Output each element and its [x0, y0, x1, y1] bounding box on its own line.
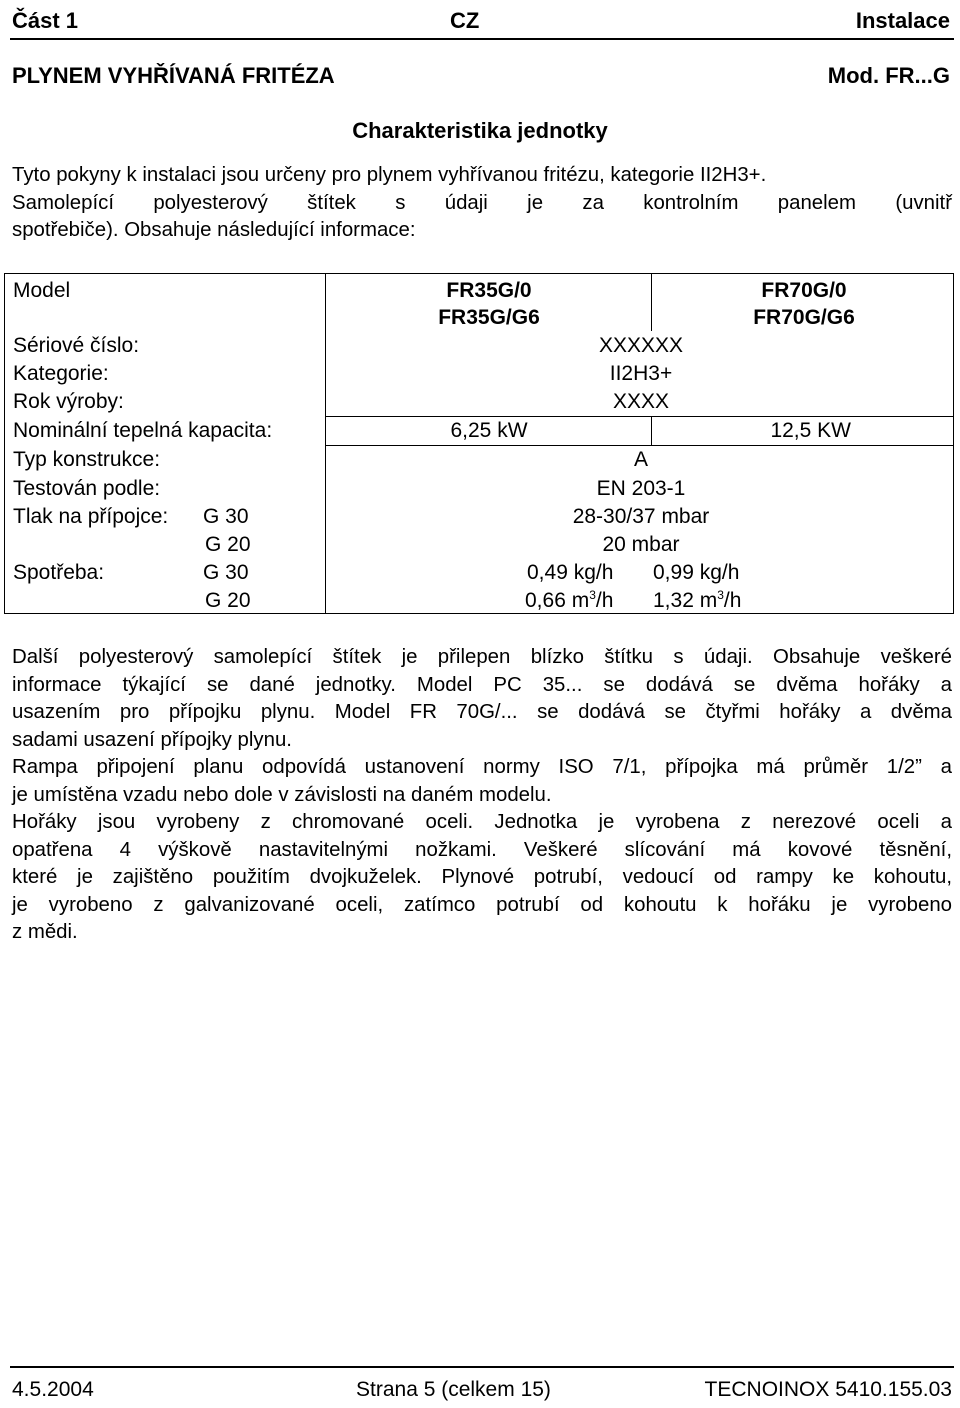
- consumption-g20-a: [525, 589, 613, 613]
- serial-value: XXXXXX: [598, 334, 684, 357]
- body-line: Hořáky jsou vyrobeny z chromované oceli. Jednotka je vyrobena z nerezové oceli a: [12, 811, 952, 833]
- body-line: z mědi.: [12, 921, 78, 943]
- cubic-superscript: 3: [589, 588, 596, 602]
- consumption-g20-a-number: 0,66 m: [525, 589, 590, 612]
- power-value-a: 6,25 kW: [450, 419, 528, 442]
- body-line: opatřena 4 výškově nastavitelnými nožkami. Veškeré slícování má kovové těsnění,: [12, 838, 952, 861]
- header-language: CZ: [450, 8, 480, 33]
- body-line: Rampa připojení planu odpovídá ustanovení normy ISO 7/1, přípojka má průměr 1/2” a: [12, 756, 952, 778]
- power-value-b: 12,5 KW: [770, 419, 851, 442]
- spec-table: [4, 273, 954, 614]
- tested-label: Testován podle:: [13, 477, 161, 500]
- body-line: Další polyesterový samolepící štítek je přilepen blízko štítku s údaji. Obsahuje veškeré: [12, 646, 952, 668]
- model-label: Model: [13, 279, 71, 302]
- body-text: [12, 644, 952, 947]
- intro-line: Samolepící polyesterový štítek s údaji je za kontrolním panelem (uvnitř: [12, 191, 952, 214]
- model-a-code: FR35G/G6: [438, 306, 540, 329]
- consumption-g20-b-unit: /h: [723, 589, 742, 612]
- intro-line: Tyto pokyny k instalaci jsou určeny pro plynem vyhřívanou fritézu, kategorie II2H3+.: [12, 164, 767, 186]
- footer-doc-code: TECNOINOX 5410.155.03: [704, 1378, 952, 1401]
- page-header: [10, 6, 954, 40]
- footer-page-number: Strana 5 (celkem 15): [356, 1378, 551, 1401]
- body-line: sadami usazení přípojky plynu.: [12, 728, 292, 751]
- consumption-gas-g20: G 20: [205, 589, 251, 612]
- table-divider: [651, 274, 652, 331]
- pressure-gas-g30: G 30: [203, 505, 249, 528]
- pressure-g30-value: 28-30/37 mbar: [572, 505, 710, 528]
- table-divider: [325, 416, 953, 417]
- year-label: Rok výroby:: [13, 390, 124, 413]
- year-value: XXXX: [612, 390, 670, 413]
- product-title: PLYNEM VYHŘÍVANÁ FRITÉZA: [12, 63, 335, 88]
- body-line: informace týkající se dané jednotky. Model PC 35... se dodává se dvěma hořáky a: [12, 673, 952, 696]
- consumption-g30-b: 0,99 kg/h: [653, 561, 740, 584]
- consumption-gas-g30: G 30: [203, 561, 249, 584]
- pressure-label: Tlak na přípojce:: [13, 505, 169, 528]
- pressure-gas-g20: G 20: [205, 533, 251, 556]
- pressure-g20-value: 20 mbar: [602, 533, 680, 556]
- footer-date: 4.5.2004: [12, 1378, 94, 1401]
- tested-value: EN 203-1: [596, 477, 686, 500]
- model-b-code: FR70G/G6: [753, 306, 855, 329]
- model-a-code: FR35G/0: [446, 279, 532, 302]
- table-divider: [651, 416, 652, 445]
- cubic-superscript: 3: [717, 588, 724, 602]
- type-value: A: [633, 448, 649, 471]
- consumption-g20-b-number: 1,32 m: [653, 589, 718, 612]
- type-label: Typ konstrukce:: [13, 448, 161, 471]
- consumption-label: Spotřeba:: [13, 561, 105, 584]
- header-part: Část 1: [12, 8, 79, 33]
- body-line: které je zajištěno použitím dvojkuželek. Plynové potrubí, vedoucí od rampy ke kohoutu,: [12, 866, 952, 888]
- body-line: usazením pro přípojku plynu. Model FR 70G/... se dodává se čtyřmi hořáky a dvěma: [12, 701, 952, 723]
- table-divider: [325, 445, 953, 446]
- category-value: II2H3+: [609, 362, 673, 385]
- table-divider: [325, 274, 326, 614]
- section-title: Charakteristika jednotky: [352, 118, 608, 143]
- consumption-g30-a: 0,49 kg/h: [527, 561, 614, 584]
- category-label: Kategorie:: [13, 362, 109, 385]
- intro-paragraph: [12, 162, 952, 245]
- serial-label: Sériové číslo:: [13, 334, 140, 357]
- consumption-g20-a-unit: /h: [595, 589, 614, 612]
- intro-line: spotřebiče). Obsahuje následující informace:: [12, 219, 416, 241]
- consumption-g20-b: [653, 589, 741, 613]
- body-line: je vyrobeno z galvanizované oceli, zatímco potrubí od kohoutu k hořáku je vyrobeno: [12, 893, 952, 916]
- power-label: Nominální tepelná kapacita:: [13, 419, 273, 442]
- model-b-code: FR70G/0: [761, 279, 847, 302]
- body-line: je umístěna vzadu nebo dole v závislosti na daném modelu.: [12, 783, 552, 806]
- header-section: Instalace: [855, 8, 950, 33]
- model-code: Mod. FR...G: [827, 63, 950, 88]
